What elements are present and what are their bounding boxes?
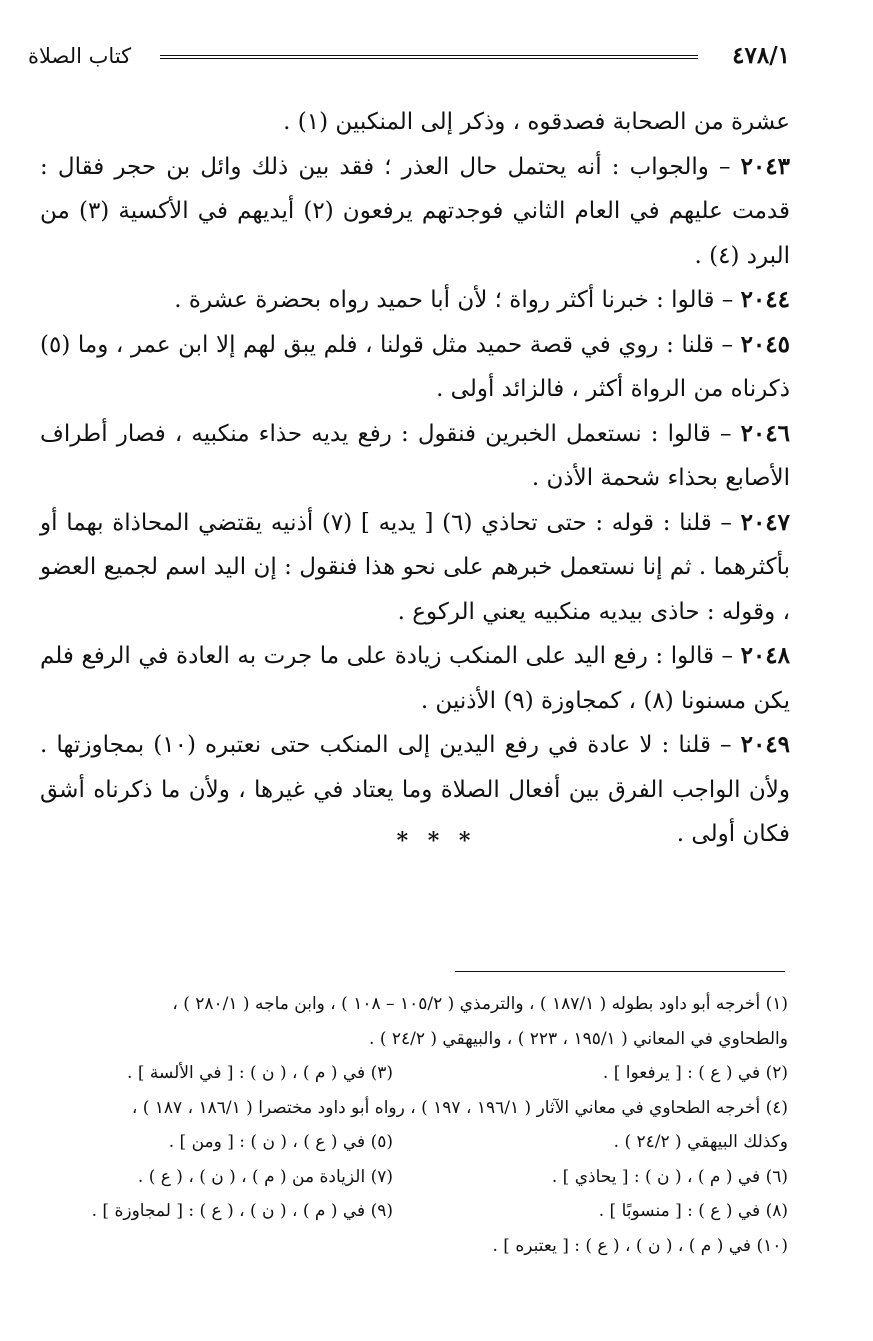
footnote-row xyxy=(40,1125,788,1160)
footnote-1-line-2: والطحاوي في المعاني ( ١٩٥/١ ، ٢٢٣ ) ، والبيهقي ( ٢٤/٢ ) . xyxy=(369,1028,788,1049)
footnote-4-line-1: (٤) أخرجه الطحاوي في معاني الآثار ( ١٩٦/١ ، ١٩٧ ) ، رواه أبو داود مختصرا ( ١٨٦/١ ، ١٨٧ ) ، xyxy=(131,1097,788,1118)
footnote-row xyxy=(40,1056,788,1091)
paragraph-text: – قالوا : رفع اليد على المنكب زيادة على ما جرت به العادة في الرفع فلم يكن مسنونا (٨) ، كمجاوزة (٩) الأذنين . xyxy=(40,643,790,714)
footnote-6: (٦) في ( م ) ، ( ن ) : [ يحاذي ] . xyxy=(551,1166,788,1187)
footnote-2: (٢) في ( ع ) : [ يرفعوا ] . xyxy=(602,1063,788,1083)
paragraph-number: ٢٠٤٣ xyxy=(740,152,790,180)
footnote-9: (٩) في ( م ) ، ( ن ) ، ( ع ) : [ لمجاوزة ] . xyxy=(91,1201,393,1221)
paragraph-number: ٢٠٤٨ xyxy=(740,642,790,669)
footnote-row xyxy=(40,1160,788,1195)
footnote-row xyxy=(40,1194,788,1229)
footnote-10: (١٠) في ( م ) ، ( ن ) ، ( ع ) : [ يعتبره ] . xyxy=(492,1235,788,1256)
book-title: كتاب الصلاة xyxy=(28,44,132,68)
section-separator: * * * xyxy=(396,828,477,854)
paragraph-2046 xyxy=(40,412,790,501)
footnote-rule xyxy=(455,971,785,972)
paragraph-text: عشرة من الصحابة فصدقوه ، وذكر إلى المنكبين (١) . xyxy=(283,109,790,135)
footnote-3: (٣) في ( م ) ، ( ن ) : [ في الألسة ] . xyxy=(127,1063,393,1083)
paragraph-text: – قلنا : قوله : حتى تحاذي (٦) [ يديه ] (٧) أذنيه يقتضي المحاذاة بهما أو بأكثرهما . ثم إنا نستعمل خبرهم على نحو هذا فنقول : إن اليد اسم لجميع العضو ، وقوله : حاذى بيديه منكبيه يعني الركوع . xyxy=(40,509,790,625)
paragraph-continuation xyxy=(40,100,790,145)
footnotes xyxy=(40,987,788,1263)
main-text xyxy=(40,100,790,857)
paragraph-2047 xyxy=(40,501,790,635)
page-header xyxy=(28,40,790,72)
paragraph-text: – قلنا : روي في قصة حميد مثل قولنا ، فلم يبق لهم إلا ابن عمر ، وما (٥) ذكرناه من الرواة أكثر ، فالزائد أولى . xyxy=(40,331,790,402)
paragraph-number: ٢٠٤٩ xyxy=(740,731,791,758)
paragraph-2045 xyxy=(40,323,790,412)
footnote-5: (٥) في ( ع ) ، ( ن ) : [ ومن ] . xyxy=(168,1132,393,1152)
page-number: ٤٧٨/١ xyxy=(732,42,790,69)
paragraph-text: – والجواب : أنه يحتمل حال العذر ؛ فقد بين ذلك وائل بن حجر فقال : قدمت عليهم في العام الثاني فوجدتهم يرفعون (٢) أيديهم في الأكسية (٣) من البرد (٤) . xyxy=(40,153,790,269)
footnote-7: (٧) الزيادة من ( م ) ، ( ن ) ، ( ع ) . xyxy=(137,1166,393,1187)
header-rule xyxy=(160,55,698,59)
paragraph-number: ٢٠٤٦ xyxy=(740,419,790,447)
footnote-4-line-2: وكذلك البيهقي ( ٢٤/٢ ) . xyxy=(613,1132,788,1152)
paragraph-2043 xyxy=(40,145,790,279)
footnote-8: (٨) في ( ع ) : [ منسوبًا ] . xyxy=(598,1201,788,1221)
paragraph-number: ٢٠٤٥ xyxy=(740,330,790,358)
paragraph-number: ٢٠٤٧ xyxy=(740,508,791,536)
footnote-1-line-1: (١) أخرجه أبو داود بطوله ( ١٨٧/١ ) ، والترمذي ( ١٠٥/٢ – ١٠٨ ) ، وابن ماجه ( ٢٨٠/١ ) ، xyxy=(172,994,788,1014)
paragraph-text: – قالوا : خبرنا أكثر رواة ؛ لأن أبا حميد رواه بحضرة عشرة . xyxy=(174,287,741,313)
paragraph-number: ٢٠٤٤ xyxy=(740,286,790,313)
paragraph-2044 xyxy=(40,278,790,323)
paragraph-text: – قالوا : نستعمل الخبرين فنقول : رفع يديه حذاء منكبيه ، فصار أطراف الأصابع بحذاء شحمة الأذن . xyxy=(40,420,790,491)
paragraph-text: – قلنا : لا عادة في رفع اليدين إلى المنكب حتى نعتبره (١٠) بمجاوزتها . ولأن الواجب الفرق بين أفعال الصلاة وما يعتاد في غيرها ، ولأن ما ذكرناه أشق فكان أولى . xyxy=(40,732,790,847)
paragraph-2048 xyxy=(40,634,790,723)
